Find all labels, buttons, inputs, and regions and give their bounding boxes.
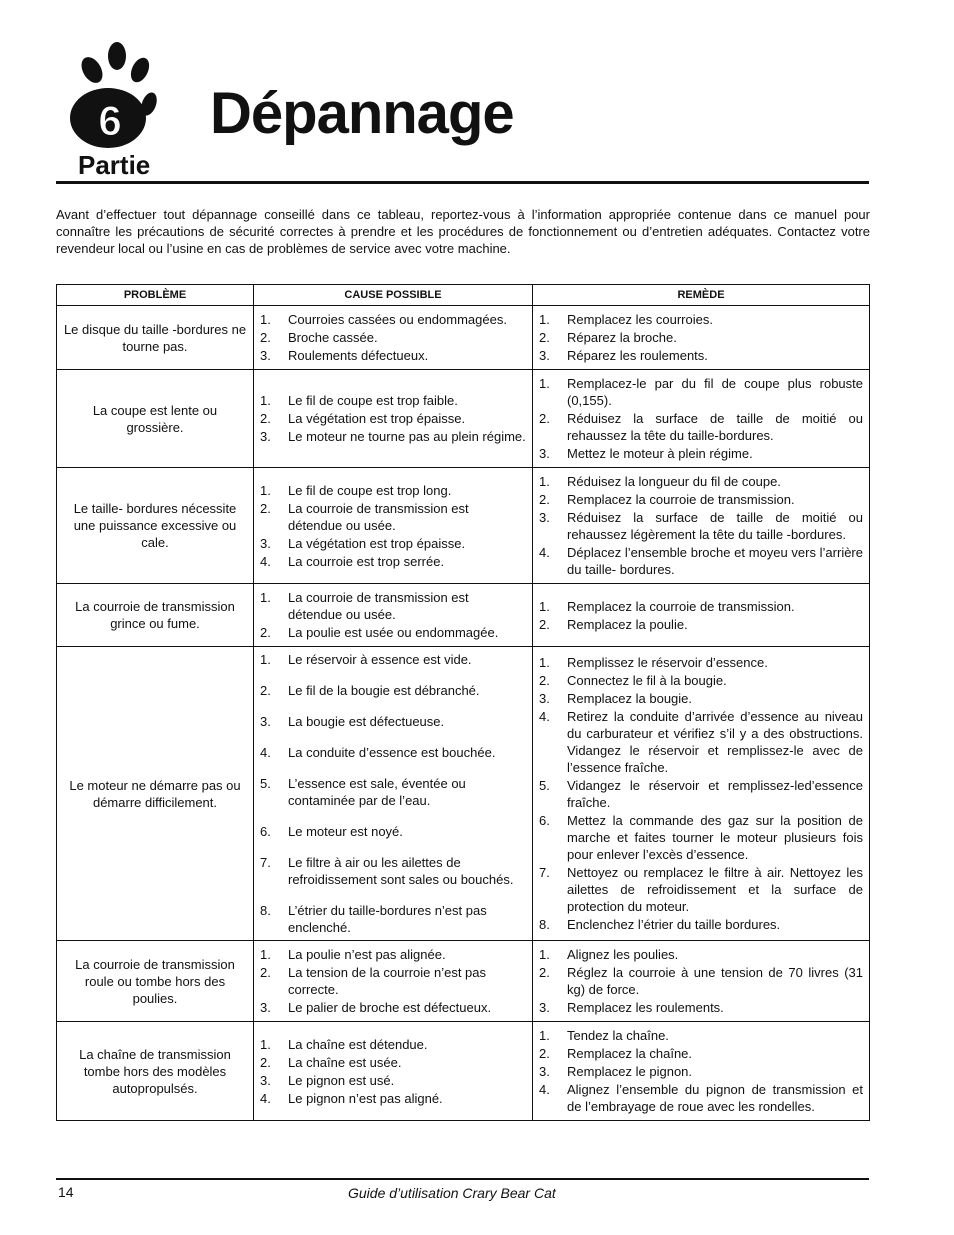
problem-cell: La courroie de transmission grince ou fume. bbox=[57, 584, 254, 647]
item-number: 4. bbox=[260, 553, 271, 569]
item-text: La courroie de transmission est détendue ou usée. bbox=[288, 500, 469, 533]
remedy-item bbox=[539, 473, 863, 490]
troubleshooting-table bbox=[56, 284, 870, 1121]
remedy-item bbox=[539, 964, 863, 998]
item-number: 5. bbox=[539, 778, 550, 793]
item-text: Nettoyez ou remplacez le filtre à air. Nettoyez les ailettes de refroidissement et la surface de protection du moteur. bbox=[567, 865, 863, 914]
cause-cell bbox=[254, 306, 533, 370]
table-header-row bbox=[57, 285, 870, 306]
cause-item bbox=[260, 999, 526, 1016]
table-row bbox=[57, 941, 870, 1022]
cause-item bbox=[260, 329, 526, 346]
remedy-item bbox=[539, 445, 863, 462]
cause-item bbox=[260, 964, 526, 998]
cause-item bbox=[260, 1090, 526, 1107]
remedy-cell bbox=[533, 941, 870, 1022]
remedy-item bbox=[539, 916, 863, 933]
item-number: 4. bbox=[260, 1090, 271, 1106]
item-number: 3. bbox=[260, 1000, 271, 1015]
remedy-item bbox=[539, 1081, 863, 1115]
item-number: 8. bbox=[539, 917, 550, 932]
item-number: 2. bbox=[260, 625, 271, 640]
remedy-item bbox=[539, 509, 863, 543]
item-text: Alignez l’ensemble du pignon de transmission et de l’embrayage de roue avec les rondelles. bbox=[567, 1082, 863, 1114]
item-number: 3. bbox=[260, 1072, 271, 1088]
cause-cell bbox=[254, 647, 533, 941]
remedy-item bbox=[539, 1027, 863, 1044]
item-text: La courroie de transmission est détendue ou usée. bbox=[288, 590, 469, 622]
remedy-cell bbox=[533, 647, 870, 941]
remedy-item bbox=[539, 616, 863, 633]
item-number: 2. bbox=[539, 1046, 550, 1061]
remedy-item bbox=[539, 812, 863, 863]
remedy-item bbox=[539, 491, 863, 508]
cause-list bbox=[260, 1036, 526, 1107]
problem-cell: Le taille- bordures nécessite une puissance excessive ou cale. bbox=[57, 468, 254, 584]
item-text: Remplacez-le par du fil de coupe plus robuste (0,155). bbox=[567, 376, 863, 408]
item-number: 3. bbox=[539, 691, 550, 706]
table-row bbox=[57, 370, 870, 468]
cause-list bbox=[260, 392, 526, 445]
item-number: 6. bbox=[260, 824, 271, 839]
cause-item bbox=[260, 682, 526, 699]
remedy-item bbox=[539, 410, 863, 444]
remedy-cell bbox=[533, 306, 870, 370]
column-header-problem: PROBLÈME bbox=[57, 285, 254, 306]
item-text: La végétation est trop épaisse. bbox=[288, 411, 466, 426]
remedy-list bbox=[539, 598, 863, 633]
item-number: 2. bbox=[260, 330, 271, 345]
guide-title: Guide d’utilisation Crary Bear Cat bbox=[348, 1185, 556, 1201]
item-number: 2. bbox=[539, 965, 550, 980]
page-title: Dépannage bbox=[210, 81, 514, 146]
remedy-item bbox=[539, 654, 863, 671]
cause-item bbox=[260, 775, 526, 809]
cause-item bbox=[260, 1072, 526, 1089]
table-row bbox=[57, 1022, 870, 1121]
cause-item bbox=[260, 311, 526, 328]
item-number: 1. bbox=[539, 947, 550, 962]
item-text: Réparez la broche. bbox=[567, 330, 677, 345]
item-text: La courroie est trop serrée. bbox=[288, 553, 445, 569]
item-text: Le fil de coupe est trop faible. bbox=[288, 393, 458, 408]
item-text: Broche cassée. bbox=[288, 330, 378, 345]
item-number: 4. bbox=[539, 709, 550, 724]
item-text: Connectez le fil à la bougie. bbox=[567, 673, 727, 688]
item-text: Remplacez la poulie. bbox=[567, 616, 688, 632]
footer-divider bbox=[56, 1178, 869, 1180]
item-text: Roulements défectueux. bbox=[288, 348, 429, 363]
remedy-item bbox=[539, 946, 863, 963]
item-text: La chaîne est usée. bbox=[288, 1054, 402, 1070]
remedy-item bbox=[539, 329, 863, 346]
item-number: 1. bbox=[539, 655, 550, 670]
item-text: Réduisez la surface de taille de moitié ou rehaussez légèrement la tête du taille -bordures. bbox=[567, 510, 863, 542]
item-text: Remplacez les roulements. bbox=[567, 1000, 724, 1015]
cause-cell bbox=[254, 468, 533, 584]
cause-item bbox=[260, 823, 526, 840]
item-number: 1. bbox=[260, 312, 271, 327]
cause-cell bbox=[254, 1022, 533, 1121]
remedy-cell bbox=[533, 584, 870, 647]
remedy-item bbox=[539, 347, 863, 364]
item-number: 3. bbox=[260, 535, 271, 551]
problem-cell: La courroie de transmission roule ou tombe hors des poulies. bbox=[57, 941, 254, 1022]
cause-item bbox=[260, 902, 526, 936]
item-text: La poulie n’est pas alignée. bbox=[288, 947, 446, 962]
item-number: 2. bbox=[260, 683, 271, 698]
cause-list bbox=[260, 482, 526, 570]
remedy-item bbox=[539, 864, 863, 915]
item-number: 3. bbox=[260, 429, 271, 444]
remedy-item bbox=[539, 544, 863, 578]
part-label: Partie bbox=[78, 150, 151, 180]
item-number: 1. bbox=[260, 482, 271, 498]
item-text: Réduisez la surface de taille de moitié ou rehaussez la tête du taille-bordures. bbox=[567, 411, 863, 443]
item-number: 1. bbox=[539, 1028, 550, 1043]
cause-item bbox=[260, 1036, 526, 1053]
item-text: Remplacez la bougie. bbox=[567, 691, 693, 706]
cause-item bbox=[260, 589, 526, 623]
item-number: 3. bbox=[539, 1000, 550, 1015]
remedy-item bbox=[539, 375, 863, 409]
cause-item bbox=[260, 500, 526, 534]
item-number: 1. bbox=[539, 598, 550, 614]
remedy-list bbox=[539, 654, 863, 933]
intro-paragraph: Avant d’effectuer tout dépannage conseillé dans ce tableau, reportez-vous à l’information appropriée contenue dans ce manuel pour connaître les précautions de sécurité correctes à prendre et les procédures de fonctionnement ou d’entretien adéquates. Contactez votre revendeur local ou l’usine en cas de problèmes de service avec votre machine. bbox=[56, 207, 870, 256]
problem-cell: Le moteur ne démarre pas ou démarre difficilement. bbox=[57, 647, 254, 941]
remedy-list bbox=[539, 375, 863, 462]
cause-item bbox=[260, 651, 526, 668]
item-number: 2. bbox=[539, 492, 550, 507]
remedy-item bbox=[539, 672, 863, 689]
item-text: Le palier de broche est défectueux. bbox=[288, 1000, 492, 1015]
item-number: 1. bbox=[539, 312, 550, 327]
problem-cell: La chaîne de transmission tombe hors des modèles autopropulsés. bbox=[57, 1022, 254, 1121]
item-text: Le pignon est usé. bbox=[288, 1072, 395, 1088]
item-number: 3. bbox=[260, 714, 271, 729]
item-text: Le moteur ne tourne pas au plein régime. bbox=[288, 429, 526, 444]
item-text: Enclenchez l’étrier du taille bordures. bbox=[567, 917, 781, 932]
item-number: 1. bbox=[260, 590, 271, 605]
problem-cell: Le disque du taille -bordures ne tourne pas. bbox=[57, 306, 254, 370]
cause-item bbox=[260, 624, 526, 641]
cause-item bbox=[260, 946, 526, 963]
paw-print-icon bbox=[62, 40, 162, 150]
item-text: La poulie est usée ou endommagée. bbox=[288, 625, 499, 640]
cause-item bbox=[260, 392, 526, 409]
item-number: 3. bbox=[539, 446, 550, 461]
item-text: L’étrier du taille-bordures n’est pas enclenché. bbox=[288, 903, 487, 935]
cause-item bbox=[260, 347, 526, 364]
item-text: Le moteur est noyé. bbox=[288, 824, 403, 839]
item-number: 4. bbox=[539, 1082, 550, 1097]
item-text: Alignez les poulies. bbox=[567, 947, 679, 962]
table-row bbox=[57, 584, 870, 647]
item-text: Courroies cassées ou endommagées. bbox=[288, 312, 507, 327]
cause-item bbox=[260, 744, 526, 761]
item-text: Réparez les roulements. bbox=[567, 348, 708, 363]
cause-item bbox=[260, 713, 526, 730]
cause-list bbox=[260, 311, 526, 364]
item-text: Le fil de la bougie est débranché. bbox=[288, 683, 480, 698]
item-text: L’essence est sale, éventée ou contaminée par de l’eau. bbox=[288, 776, 466, 808]
remedy-cell bbox=[533, 468, 870, 584]
item-text: Remplissez le réservoir d’essence. bbox=[567, 655, 768, 670]
item-text: Remplacez la chaîne. bbox=[567, 1046, 693, 1061]
item-number: 2. bbox=[539, 616, 550, 632]
item-text: Vidangez le réservoir et remplissez-led’essence fraîche. bbox=[567, 778, 863, 810]
remedy-item bbox=[539, 1045, 863, 1062]
item-text: Le pignon n’est pas aligné. bbox=[288, 1090, 443, 1106]
item-text: La bougie est défectueuse. bbox=[288, 714, 445, 729]
part-number: 6 bbox=[98, 97, 122, 144]
item-text: Déplacez l’ensemble broche et moyeu vers l’arrière du taille- bordures. bbox=[567, 545, 863, 577]
item-number: 1. bbox=[539, 376, 550, 391]
header-divider bbox=[56, 181, 869, 184]
cause-list bbox=[260, 589, 526, 641]
cause-item bbox=[260, 535, 526, 552]
remedy-list bbox=[539, 1027, 863, 1115]
item-text: Remplacez la courroie de transmission. bbox=[567, 598, 795, 614]
cause-item bbox=[260, 553, 526, 570]
item-text: Mettez la commande des gaz sur la position de marche et faites tourner le moteur plusieurs fois pour enlever l’excès d’essence. bbox=[567, 813, 863, 862]
item-number: 7. bbox=[539, 865, 550, 880]
item-number: 1. bbox=[260, 393, 271, 408]
item-number: 3. bbox=[539, 1064, 550, 1079]
item-text: Tendez la chaîne. bbox=[567, 1028, 669, 1043]
item-number: 1. bbox=[260, 652, 271, 667]
item-number: 2. bbox=[260, 411, 271, 426]
remedy-cell bbox=[533, 370, 870, 468]
item-number: 2. bbox=[260, 1054, 271, 1070]
column-header-cause: CAUSE POSSIBLE bbox=[254, 285, 533, 306]
item-text: Remplacez les courroies. bbox=[567, 312, 713, 327]
cause-cell bbox=[254, 584, 533, 647]
remedy-list bbox=[539, 311, 863, 364]
cause-list bbox=[260, 946, 526, 1016]
cause-item bbox=[260, 854, 526, 888]
item-text: Réduisez la longueur du fil de coupe. bbox=[567, 474, 781, 489]
remedy-item bbox=[539, 598, 863, 615]
cause-item bbox=[260, 428, 526, 445]
remedy-list bbox=[539, 946, 863, 1016]
item-number: 6. bbox=[539, 813, 550, 828]
item-number: 4. bbox=[260, 745, 271, 760]
item-text: Retirez la conduite d’arrivée d’essence au niveau du carburateur et vérifiez s’il y a des obstructions. Vidangez le réservoir et remplissez-le avec de l’essence fraîche. bbox=[567, 709, 863, 775]
item-number: 2. bbox=[260, 965, 271, 980]
item-number: 1. bbox=[260, 1036, 271, 1052]
item-number: 1. bbox=[260, 947, 271, 962]
remedy-item bbox=[539, 311, 863, 328]
table-row bbox=[57, 647, 870, 941]
item-number: 3. bbox=[539, 348, 550, 363]
item-text: Remplacez le pignon. bbox=[567, 1064, 693, 1079]
item-number: 3. bbox=[539, 510, 550, 525]
problem-cell: La coupe est lente ou grossière. bbox=[57, 370, 254, 468]
cause-item bbox=[260, 482, 526, 499]
remedy-item bbox=[539, 777, 863, 811]
cause-item bbox=[260, 410, 526, 427]
item-number: 1. bbox=[539, 474, 550, 489]
cause-cell bbox=[254, 941, 533, 1022]
item-text: Le filtre à air ou les ailettes de refroidissement sont sales ou bouchés. bbox=[288, 855, 514, 887]
item-number: 4. bbox=[539, 545, 550, 560]
item-text: Remplacez la courroie de transmission. bbox=[567, 492, 795, 507]
item-number: 3. bbox=[260, 348, 271, 363]
remedy-item bbox=[539, 999, 863, 1016]
item-text: La tension de la courroie n’est pas correcte. bbox=[288, 965, 487, 997]
remedy-cell bbox=[533, 1022, 870, 1121]
item-number: 2. bbox=[539, 411, 550, 426]
cause-list bbox=[260, 651, 526, 936]
column-header-remedy: REMÈDE bbox=[533, 285, 870, 306]
remedy-item bbox=[539, 1063, 863, 1080]
item-number: 7. bbox=[260, 855, 271, 870]
remedy-item bbox=[539, 708, 863, 776]
item-text: Le réservoir à essence est vide. bbox=[288, 652, 472, 667]
item-text: La végétation est trop épaisse. bbox=[288, 535, 466, 551]
item-text: Réglez la courroie à une tension de 70 livres (31 kg) de force. bbox=[567, 965, 863, 997]
item-text: Le fil de coupe est trop long. bbox=[288, 482, 452, 498]
item-number: 2. bbox=[539, 673, 550, 688]
table-row bbox=[57, 306, 870, 370]
item-text: La conduite d’essence est bouchée. bbox=[288, 745, 496, 760]
remedy-item bbox=[539, 690, 863, 707]
item-number: 5. bbox=[260, 776, 271, 791]
cause-cell bbox=[254, 370, 533, 468]
table-row bbox=[57, 468, 870, 584]
page-number: 14 bbox=[58, 1184, 74, 1200]
remedy-list bbox=[539, 473, 863, 578]
item-text: La chaîne est détendue. bbox=[288, 1036, 428, 1052]
item-number: 8. bbox=[260, 903, 271, 918]
table-body bbox=[57, 306, 870, 1121]
cause-item bbox=[260, 1054, 526, 1071]
item-text: Mettez le moteur à plein régime. bbox=[567, 446, 753, 461]
item-number: 2. bbox=[539, 330, 550, 345]
item-number: 2. bbox=[260, 500, 271, 516]
